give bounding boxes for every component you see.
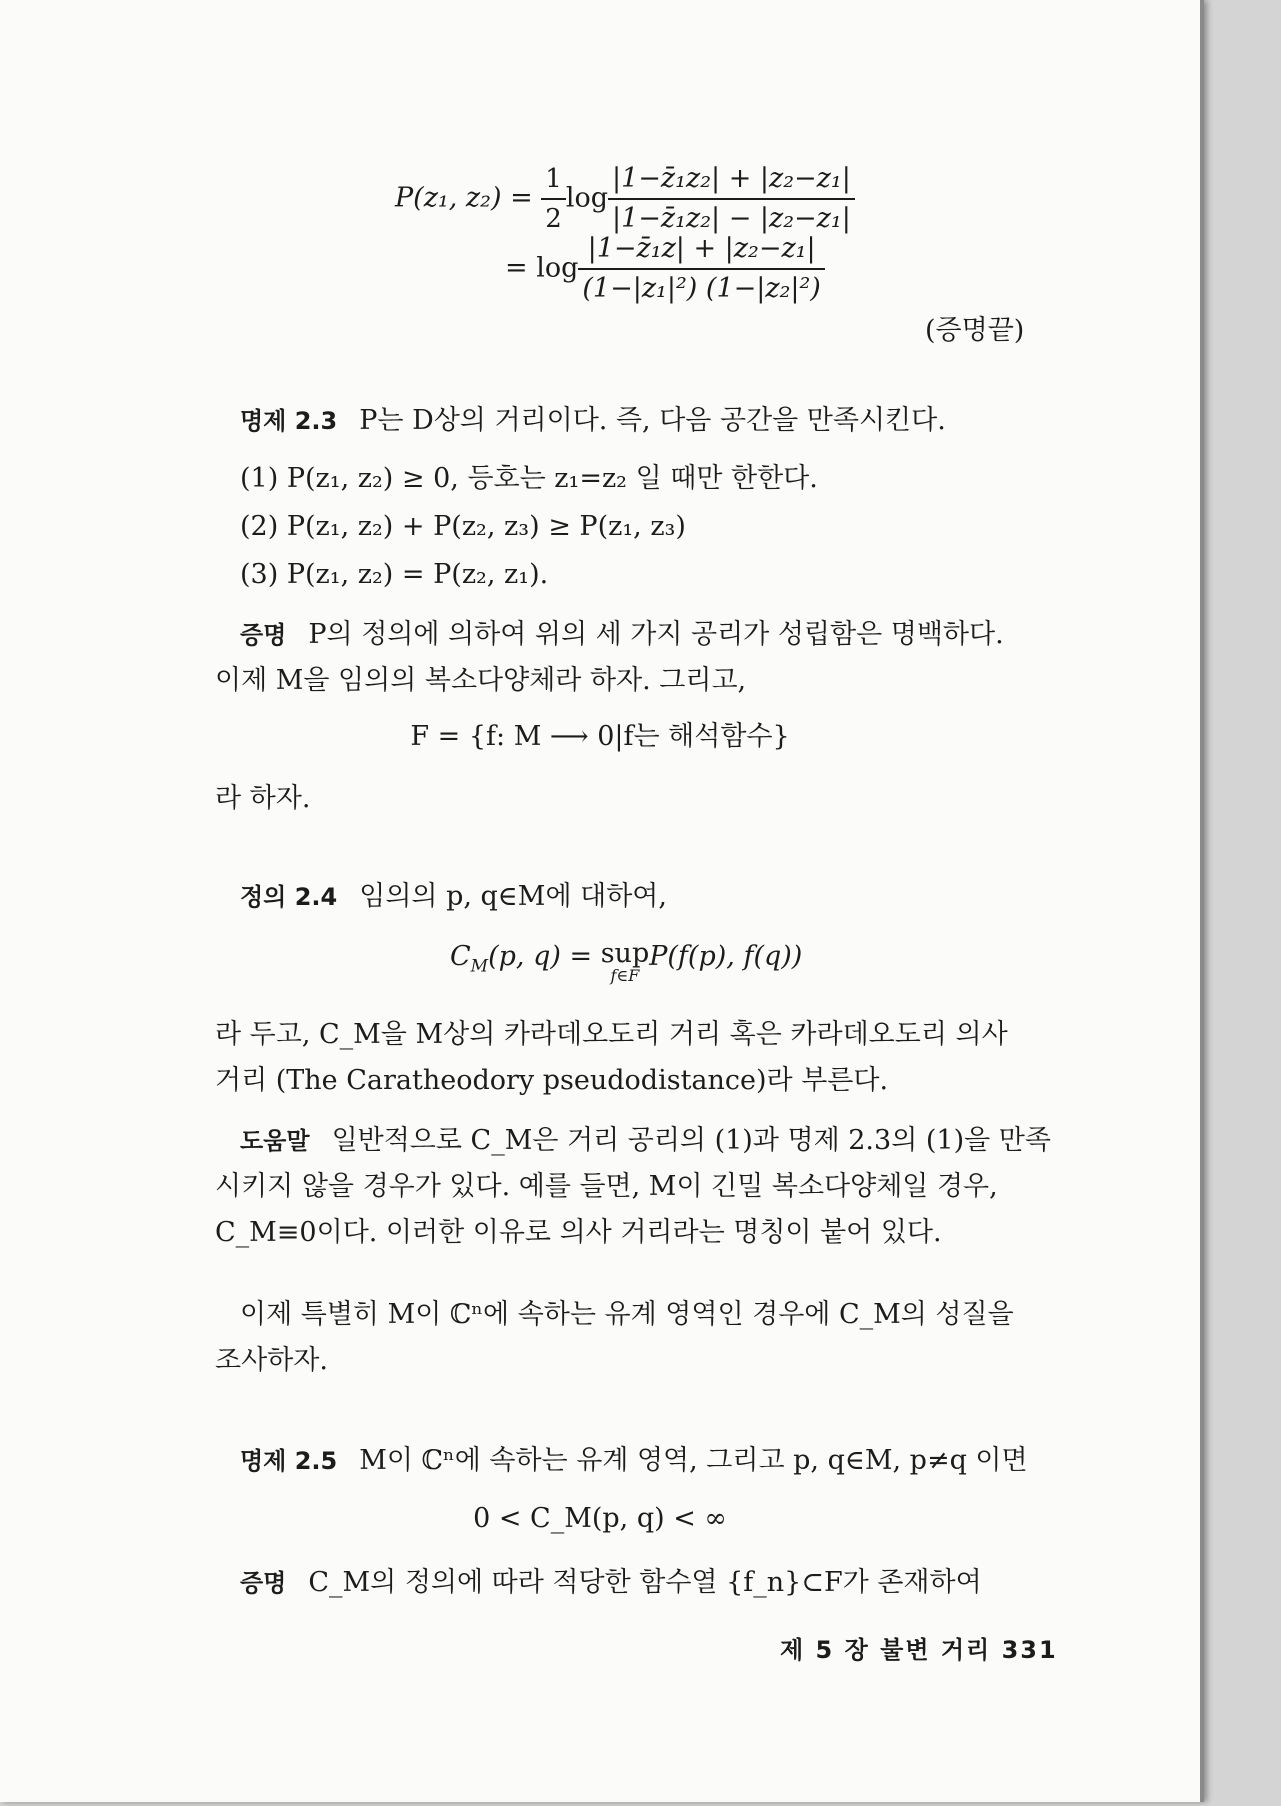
prop-label: 명제 2.3 — [240, 407, 338, 435]
prop-2-3: 명제 2.3 P는 D상의 거리이다. 즉, 다음 공간을 만족시킨다. — [240, 405, 946, 436]
def-2-4-line-1: 라 두고, C_M을 M상의 카라데오도리 거리 혹은 카라데오도리 의사 — [215, 1019, 1008, 1050]
proof-label: 증명 — [240, 621, 287, 649]
eq-log: = log — [505, 252, 579, 284]
sup-operator: sup f∈F — [600, 938, 650, 985]
fraction-main: $\frac{\text{|1−z̄₁z₂| + |z₂−z₁|}}{\text{|1−z̄₁z₂| − |z₂−z₁|}}$ — [608, 162, 855, 236]
fraction-second: $\frac{\text{|1−z̄₁z| + |z₂−z₁|}}{\text{(1−|z₁|²) (1−|z₂|²)}}$ — [578, 232, 824, 306]
prop-2-3-item-2: (2) P(z₁, z₂) + P(z₂, z₃) ≥ P(z₁, z₃) — [240, 511, 686, 542]
qed-mark: (증명끝) — [925, 315, 1025, 346]
def-2-4: 정의 2.4 임의의 p, q∈M에 대하여, — [240, 881, 667, 912]
equation-caratheodory: $C_M(p$, q) = sup f∈F P(f(p), f(q)) — [450, 938, 803, 985]
remark-line-3: C_M≡0이다. 이러한 이유로 의사 거리라는 명칭이 붙어 있다. — [215, 1217, 942, 1248]
para-line-2: 조사하자. — [215, 1345, 328, 1376]
eq-lhs: P(z₁, z₂) = — [395, 182, 533, 214]
def-2-4-line-2: 거리 (The Caratheodory pseudodistance)라 부른다. — [215, 1065, 889, 1096]
remark-label: 도움말 — [240, 1127, 310, 1155]
para-line-1: 이제 특별히 M이 ℂⁿ에 속하는 유계 영역인 경우에 C_M의 성질을 — [240, 1299, 1014, 1330]
remark-line-1: 도움말 일반적으로 C_M은 거리 공리의 (1)과 명제 2.3의 (1)을 만족 — [240, 1125, 1051, 1156]
prop-label: 명제 2.5 — [240, 1447, 338, 1475]
proof-1-line-2: 이제 M을 임의의 복소다양체라 하자. 그리고, — [215, 665, 747, 696]
equation-f-set: F = {f: M ⟶ 0|f는 해석함수} — [410, 721, 790, 752]
equation-p-simplified — [505, 232, 825, 306]
page-footer: 제 5 장 불변 거리 331 — [780, 1636, 1058, 1664]
prop-2-3-item-3: (3) P(z₁, z₂) = P(z₂, z₁). — [240, 559, 549, 590]
prop-2-3-item-1: (1) P(z₁, z₂) ≥ 0, 등호는 z₁=z₂ 일 때만 한한다. — [240, 463, 818, 494]
proof-1-line-3: 라 하자. — [215, 783, 311, 814]
equation-p-definition — [395, 162, 855, 236]
equation-bounds: 0 < C_M(p, q) < ∞ — [473, 1503, 727, 1534]
log-op: log — [565, 182, 609, 214]
remark-line-2: 시키지 않을 경우가 있다. 예를 들면, M이 긴밀 복소다양체일 경우, — [215, 1171, 998, 1202]
proof-2: 증명 C_M의 정의에 따라 적당한 함수열 {f_n}⊂F가 존재하여 — [240, 1567, 982, 1598]
proof-label: 증명 — [240, 1569, 287, 1597]
prop-2-5: 명제 2.5 M이 ℂⁿ에 속하는 유계 영역, 그리고 p, q∈M, p≠q 이면 — [240, 1445, 1028, 1476]
def-label: 정의 2.4 — [240, 883, 338, 911]
fraction-half: $\frac{1}{2}$ — [541, 162, 566, 236]
proof-1-line-1: 증명 P의 정의에 의하여 위의 세 가지 공리가 성립함은 명백하다. — [240, 619, 1004, 650]
